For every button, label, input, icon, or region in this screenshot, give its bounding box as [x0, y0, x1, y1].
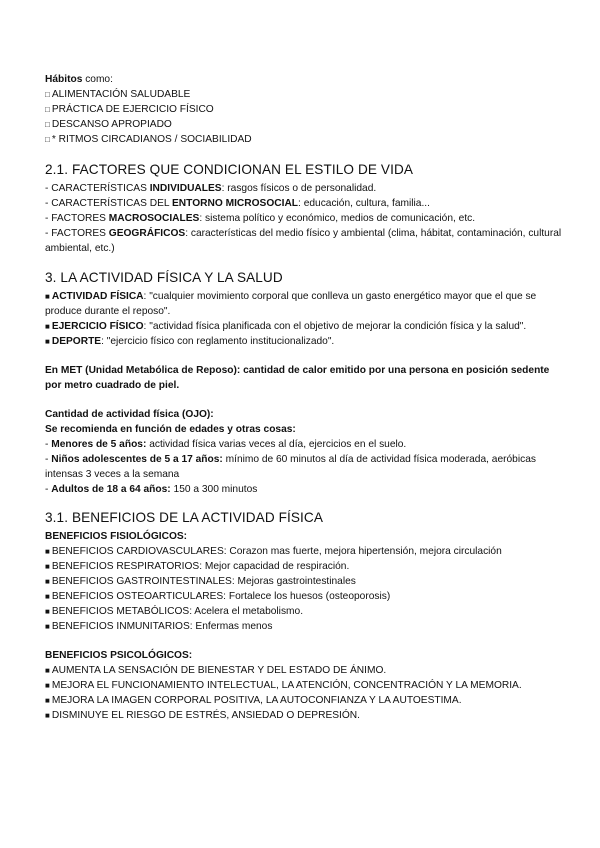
square-bullet-icon: ■: [45, 547, 50, 556]
benefit-text: BENEFICIOS INMUNITARIOS: Enfermas menos: [51, 621, 273, 632]
list-item: [45, 589, 565, 604]
square-bullet-icon: ■: [45, 681, 50, 690]
checkbox-bullet-icon: □: [45, 105, 50, 114]
factor-bold: MACROSOCIALES: [108, 213, 200, 224]
list-item: [45, 87, 565, 102]
list-item: [45, 117, 565, 132]
checkbox-bullet-icon: □: [45, 120, 50, 129]
list-item: [45, 102, 565, 117]
age-pre: -: [45, 454, 52, 465]
definition-text: : "actividad física planificada con el objetivo de mejorar la condición física y la salud".: [143, 321, 527, 332]
factor-bold: ENTORNO MICROSOCIAL: [172, 198, 299, 209]
benefit-text: BENEFICIOS CARDIOVASCULARES: Corazon mas fuerte, mejora hipertensión, mejora circulación: [51, 546, 502, 557]
list-item: [45, 678, 565, 693]
cantidad-subtitle: Se recomienda en función de edades y otras cosas:: [45, 424, 296, 435]
factor-post: : educación, cultura, familia...: [298, 198, 430, 209]
factor-bold: GEOGRÁFICOS: [108, 228, 186, 239]
list-item: [45, 693, 565, 708]
age-item: [45, 437, 565, 452]
met-definition: En MET (Unidad Metabólica de Reposo): cantidad de calor emitido por una persona en posición sedente por metro cuadrado de piel.: [45, 365, 550, 391]
cantidad-title: Cantidad de actividad física (OJO):: [45, 409, 214, 420]
square-bullet-icon: ■: [45, 292, 50, 301]
list-item: [45, 559, 565, 574]
document-page: [45, 72, 565, 723]
definition-text: : "ejercicio físico con reglamento institucionalizado".: [101, 336, 335, 347]
psico-title: BENEFICIOS PSICOLÓGICOS:: [45, 650, 193, 661]
factor-bold: INDIVIDUALES: [149, 183, 222, 194]
list-item: [45, 211, 565, 226]
habitos-lead: [45, 72, 565, 87]
benefit-text: MEJORA EL FUNCIONAMIENTO INTELECTUAL, LA ATENCIÓN, CONCENTRACIÓN Y LA MEMORIA.: [51, 680, 522, 691]
square-bullet-icon: ■: [45, 562, 50, 571]
age-text: actividad física varias veces al día, ejercicios en el suelo.: [146, 439, 407, 450]
section-2-1-title: 2.1. FACTORES QUE CONDICIONAN EL ESTILO DE VIDA: [45, 162, 414, 177]
square-bullet-icon: ■: [45, 592, 50, 601]
habito-text: DESCANSO APROPIADO: [51, 119, 172, 130]
benefit-text: AUMENTA LA SENSACIÓN DE BIENESTAR Y DEL ESTADO DE ÁNIMO.: [51, 665, 387, 676]
benefit-text: BENEFICIOS METABÓLICOS: Acelera el metabolismo.: [51, 606, 304, 617]
checkbox-bullet-icon: □: [45, 90, 50, 99]
age-text: 150 a 300 minutos: [170, 484, 258, 495]
age-text: mínimo de 60 minutos al día de actividad física moderada, aeróbicas intensas 3 veces a la semana: [45, 454, 536, 480]
square-bullet-icon: ■: [45, 607, 50, 616]
list-item: [45, 181, 565, 196]
list-item: [45, 708, 565, 723]
age-item: [45, 452, 565, 482]
fisio-title: BENEFICIOS FISIOLÓGICOS:: [45, 531, 188, 542]
definition-item: [45, 334, 565, 349]
square-bullet-icon: ■: [45, 696, 50, 705]
list-item: [45, 226, 565, 256]
factor-pre: - CARACTERÍSTICAS: [45, 183, 150, 194]
habito-text: * RITMOS CIRCADIANOS / SOCIABILIDAD: [51, 134, 252, 145]
definition-term: DEPORTE: [51, 336, 102, 347]
age-group: Menores de 5 años:: [51, 439, 147, 450]
factor-post: : sistema político y económico, medios de comunicación, etc.: [199, 213, 476, 224]
list-item: [45, 544, 565, 559]
factor-post: : rasgos físicos o de personalidad.: [221, 183, 377, 194]
definition-item: [45, 319, 565, 334]
benefit-text: DISMINUYE EL RIESGO DE ESTRÉS, ANSIEDAD O DEPRESIÓN.: [51, 710, 360, 721]
factor-pre: - FACTORES: [45, 228, 109, 239]
benefit-text: MEJORA LA IMAGEN CORPORAL POSITIVA, LA AUTOCONFIANZA Y LA AUTOESTIMA.: [51, 695, 462, 706]
age-group: Adultos de 18 a 64 años:: [51, 484, 171, 495]
square-bullet-icon: ■: [45, 666, 50, 675]
square-bullet-icon: ■: [45, 711, 50, 720]
factor-pre: - FACTORES: [45, 213, 109, 224]
square-bullet-icon: ■: [45, 577, 50, 586]
age-pre: -: [45, 484, 52, 495]
definition-text: : "cualquier movimiento corporal que conlleva un gasto energético mayor que el que se produce durante el reposo".: [45, 291, 537, 317]
age-item: [45, 482, 565, 497]
checkbox-bullet-icon: □: [45, 135, 50, 144]
definition-item: [45, 289, 565, 319]
habito-text: PRÁCTICA DE EJERCICIO FÍSICO: [51, 104, 214, 115]
factor-pre: - CARACTERÍSTICAS DEL: [45, 198, 172, 209]
square-bullet-icon: ■: [45, 622, 50, 631]
factor-post: : características del medio físico y ambiental (clima, hábitat, contaminación, cultural ambiental, etc.): [45, 228, 562, 254]
definition-term: ACTIVIDAD FÍSICA: [51, 291, 144, 302]
square-bullet-icon: ■: [45, 337, 50, 346]
list-item: [45, 132, 565, 147]
age-pre: -: [45, 439, 52, 450]
definition-term: EJERCICIO FÍSICO: [51, 321, 144, 332]
section-3-title: 3. LA ACTIVIDAD FÍSICA Y LA SALUD: [45, 270, 283, 285]
list-item: [45, 196, 565, 211]
benefit-text: BENEFICIOS OSTEOARTICULARES: Fortalece los huesos (osteoporosis): [51, 591, 391, 602]
list-item: [45, 619, 565, 634]
list-item: [45, 574, 565, 589]
square-bullet-icon: ■: [45, 322, 50, 331]
list-item: [45, 604, 565, 619]
habitos-rest: como:: [82, 74, 113, 85]
list-item: [45, 663, 565, 678]
habitos-bold: Hábitos: [45, 74, 83, 85]
habito-text: ALIMENTACIÓN SALUDABLE: [51, 89, 191, 100]
benefit-text: BENEFICIOS RESPIRATORIOS: Mejor capacidad de respiración.: [51, 561, 350, 572]
benefit-text: BENEFICIOS GASTROINTESTINALES: Mejoras gastrointestinales: [51, 576, 356, 587]
age-group: Niños adolescentes de 5 a 17 años:: [51, 454, 223, 465]
section-3-1-title: 3.1. BENEFICIOS DE LA ACTIVIDAD FÍSICA: [45, 510, 324, 525]
